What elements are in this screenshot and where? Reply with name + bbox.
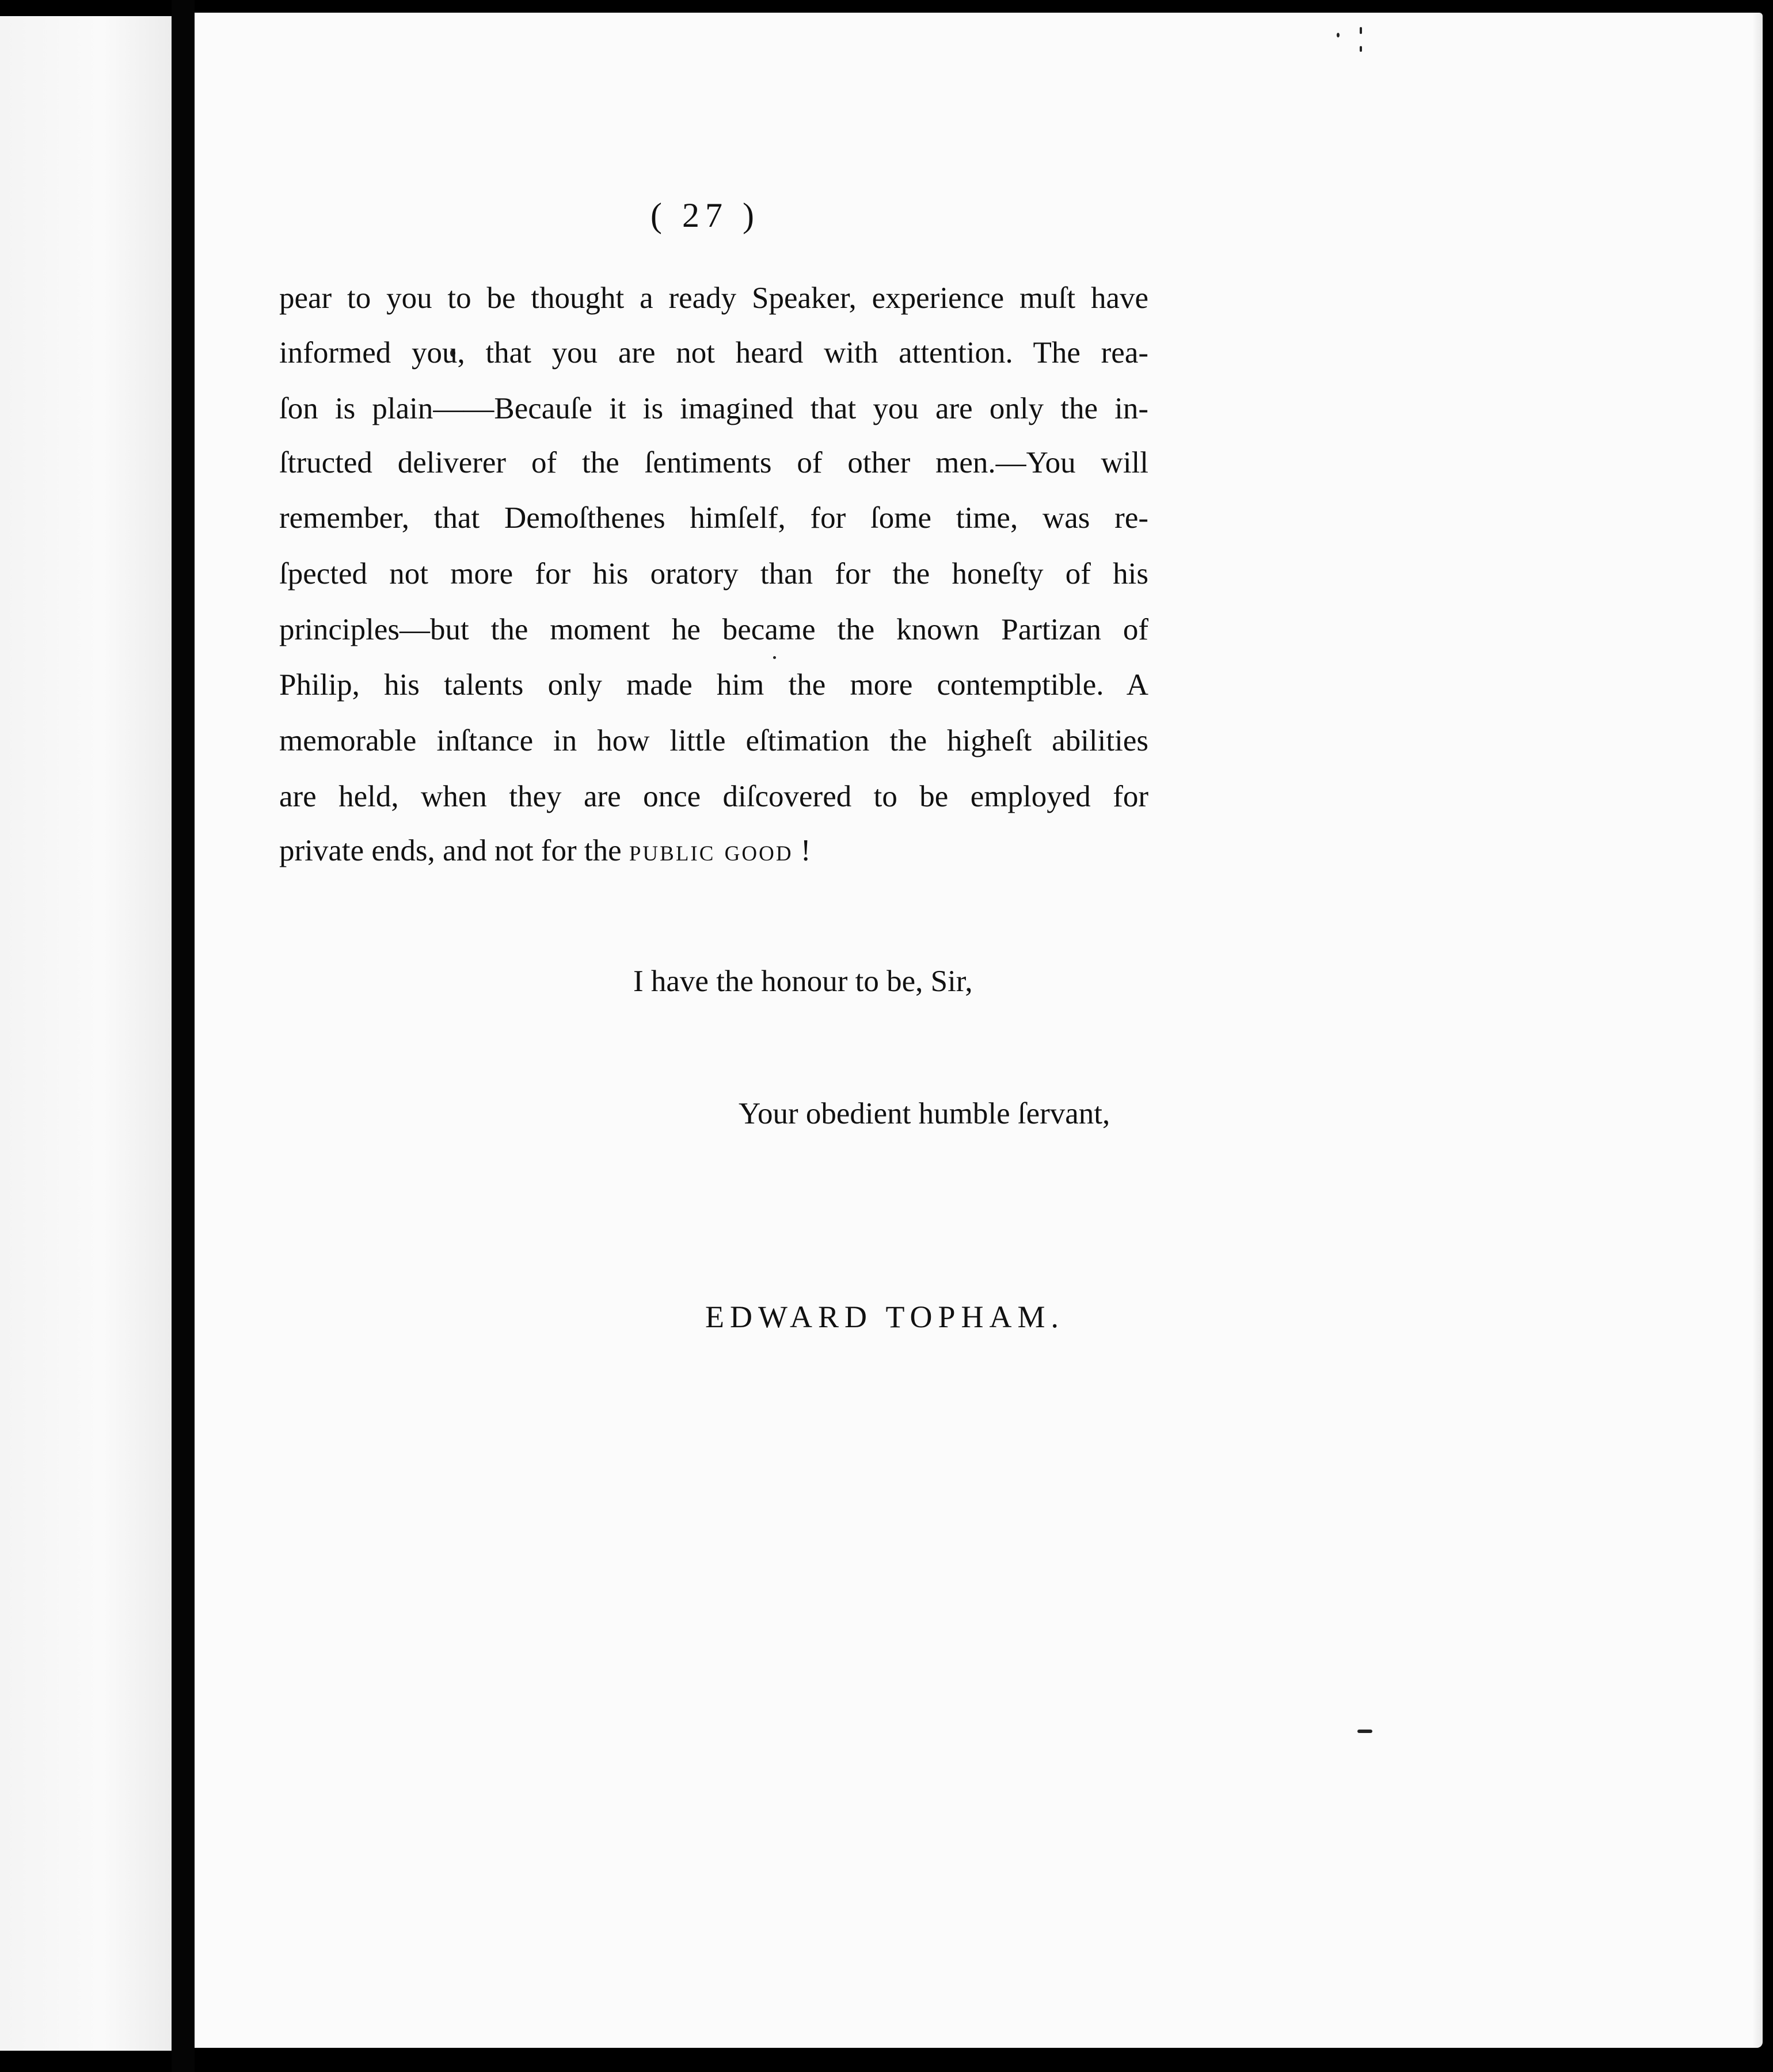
ink-speck — [773, 656, 776, 659]
page-edge-shadow — [1752, 13, 1763, 2048]
body-line: principles—but the moment he became the known Partizan of — [279, 613, 1148, 646]
body-line: remember, that Demoſthenes himſelf, for ſome time, was re- — [279, 501, 1148, 535]
ink-speck — [1360, 46, 1362, 52]
body-line: Philip, his talents only made him the more contemptible. A — [279, 668, 1148, 702]
body-line: ſpected not more for his oratory than for the honeſty of his — [279, 557, 1148, 591]
ink-speck — [1337, 33, 1340, 37]
public-good-small-caps: public good — [629, 834, 793, 867]
final-line-text: private ends, and not for the — [279, 834, 629, 867]
book-page — [195, 13, 1763, 2048]
body-line: ſon is plain——Becauſe it is imagined that you are only the in- — [279, 392, 1148, 425]
final-line-end: ! — [793, 834, 811, 867]
facing-page-edge — [0, 16, 172, 2051]
body-line-final — [279, 833, 811, 868]
body-line: informed you, that you are not heard with attention. The rea- — [279, 336, 1148, 370]
page-number: ( 27 ) — [650, 196, 760, 234]
body-line: are held, when they are once diſcovered to be employed for — [279, 780, 1148, 813]
closing-line: I have the honour to be, Sir, — [633, 965, 973, 998]
complimentary-close: Your obedient humble ſervant, — [739, 1097, 1110, 1130]
ink-speck — [1357, 1730, 1372, 1733]
signature: EDWARD TOPHAM. — [705, 1300, 1065, 1334]
body-line: pear to you to be thought a ready Speaker, experience muſt have — [279, 281, 1148, 315]
body-line: ſtructed deliverer of the ſentiments of other men.—You will — [279, 446, 1148, 479]
book-gutter — [172, 0, 195, 2072]
ink-speck — [1360, 27, 1362, 34]
body-line: memorable inſtance in how little eſtimation the higheſt abilities — [279, 724, 1148, 757]
